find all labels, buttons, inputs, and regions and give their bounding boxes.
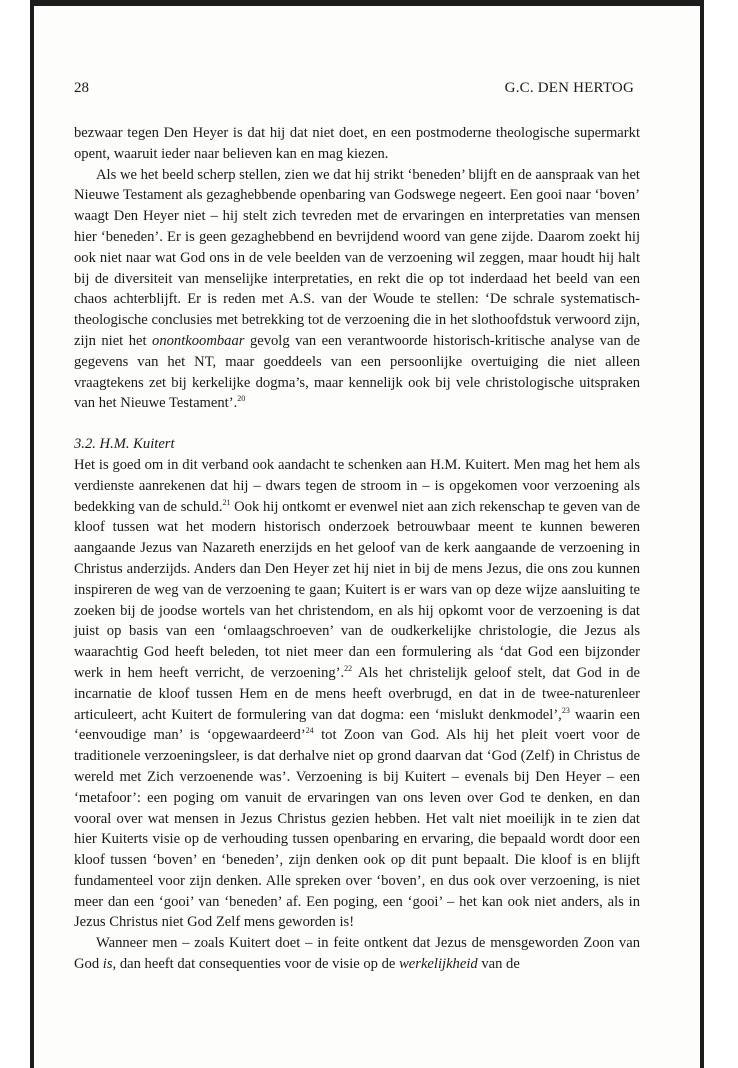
text-run: gevolg van een verantwoorde historisch-kritische analyse van de gegevens van het NT, maar goeddeels van een persoonlijke overtuiging die niet alleen vraagtekens zet bij kerkelijke dogma’s, maar kennelijk ook bij vele christologische uitspraken van het Nieuwe Testament’.: [74, 332, 640, 412]
text-run: Als het christelijk geloof stelt, dat God in de incarnatie de kloof tussen Hem en de mens heeft overbrugd, en dat in de twee-naturenleer articuleert, acht Kuitert de formulering van dat dogma: een ‘mislukt denkmodel’,: [74, 664, 640, 723]
scan-border-right: [700, 0, 704, 1068]
text-run: Het is goed om in dit verband ook aandacht te schenken aan H.M. Kuitert. Men mag het hem als verdienste aanrekenen dat hij – dwars tegen de stroom in – is opgekomen voor verzoening als bedekking van de schuld.: [74, 456, 640, 515]
emphasis: is: [102, 956, 113, 973]
text-run: Als we het beeld scherp stellen, zien we dat hij strikt ‘beneden’ blijft en de aanspraak van het Nieuwe Testament als gezaghebbende openbaring van Godswege negeert. Een gooi naar ‘boven’ waagt Den Heyer niet – hij stelt zich tevreden met de ervaringen en interpretaties van mensen hier ‘beneden’. Er is geen gezaghebbend en bevrijdend woord van gene zijde. Daarom zoekt hij ook niet naar wat God ons in de vele beelden van de verzoening wil zeggen, maar houdt hij halt bij de diversiteit van menselijke interpretaties, en rekt die op tot inderdaad het beeld van een chaos achterblijft. Er is reden met A.S. van der Woude te stellen: ‘De schrale systematisch-theologische conclusies met betrekking tot de verzoening die in het slothoofdstuk verwoord zijn, zijn niet het: [74, 166, 640, 349]
text-run: bezwaar tegen Den Heyer is dat hij dat niet doet, en een postmoderne theologische supermarkt opent, waaruit ieder naar believen kan en mag kiezen.: [74, 125, 640, 162]
footnote-ref-22[interactable]: 22: [344, 664, 353, 674]
footnote-ref-21[interactable]: 21: [222, 497, 231, 507]
book-page: [34, 6, 700, 1068]
section-gap: [74, 414, 640, 434]
body-text: [74, 123, 640, 975]
section-heading: 3.2. H.M. Kuitert: [74, 436, 175, 453]
text-run: , dan heeft dat consequenties voor de visie op de: [112, 956, 400, 973]
emphasis: onontkoombaar: [152, 332, 245, 349]
emphasis: werkelijkheid: [399, 956, 478, 973]
paragraph: [74, 165, 640, 415]
text-run: tot Zoon van God. Als hij het pleit voert voor de traditionele verzoeningsleer, is dat derhalve niet op grond daarvan dat ‘God (Zelf) in Christus de wereld met Zich verzoenende was’. Verzoening is bij Kuitert – evenals bij Den Heyer – een ‘metafoor’: een poging om vanuit de ervaringen van ons leven over God te denken, en dan vooral over wat mensen in Jezus Christus gezien hebben. Het valt niet moeilijk in te zien dat hier Kuiterts visie op de verhouding tussen openbaring en ervaring, die bepaald wordt door een kloof tussen ‘boven’ en ‘beneden’, zijn denken ook op dit punt bepaalt. Die kloof is en blijft fundamenteel voor zijn denken. Alle spreken over ‘boven’, en dus ook over verzoening, is niet meer dan een ‘gooi’ van ‘beneden’ af. Een poging, een ‘gooi’ – het kan ook niet anders, als in Jezus Christus niet God Zelf mens geworden is!: [74, 727, 640, 931]
text-run: Wanneer men – zoals Kuitert doet – in feite ontkent dat Jezus de mensgeworden Zoon van God: [74, 935, 640, 973]
footnote-ref-24[interactable]: 24: [305, 726, 314, 736]
text-run: van de: [477, 956, 520, 973]
page-number: 28: [74, 80, 89, 96]
text-run: waarin een ‘eenvoudige man’ is ‘opgewaardeerd’: [74, 706, 640, 744]
paragraph: [74, 123, 640, 165]
paragraph: [74, 455, 640, 933]
running-head-author: G.C. DEN HERTOG: [504, 80, 634, 96]
footnote-ref-20[interactable]: 20: [237, 394, 246, 404]
paragraph: [74, 933, 640, 975]
text-run: Ook hij ontkomt er evenwel niet aan zich rekenschap te geven van de kloof tussen wat het modern historisch onderzoek betrouwbaar meent te kunnen beweren aangaande Jezus van Nazareth enerzijds en het geloof van de kerk aangaande de verzoening in Christus anderzijds. Anders dan Den Heyer zet hij niet in bij de mens Jezus, die ons zou kunnen inspireren de weg van de verzoening te gaan; Kuitert is er wars van op deze wijze aansluiting te zoeken bij de joodse wortels van het christendom, en als hij opkomt voor de verzoening is dat juist op basis van een ‘omlaagschroeven’ van de oudkerkelijke christologie, die Jezus als waarachtig God heeft beleden, tot niet meer dan een formulering als ‘dat God een bijzonder werk in hem heeft verricht, de verzoening’.: [74, 498, 640, 681]
footnote-ref-23[interactable]: 23: [561, 705, 570, 715]
